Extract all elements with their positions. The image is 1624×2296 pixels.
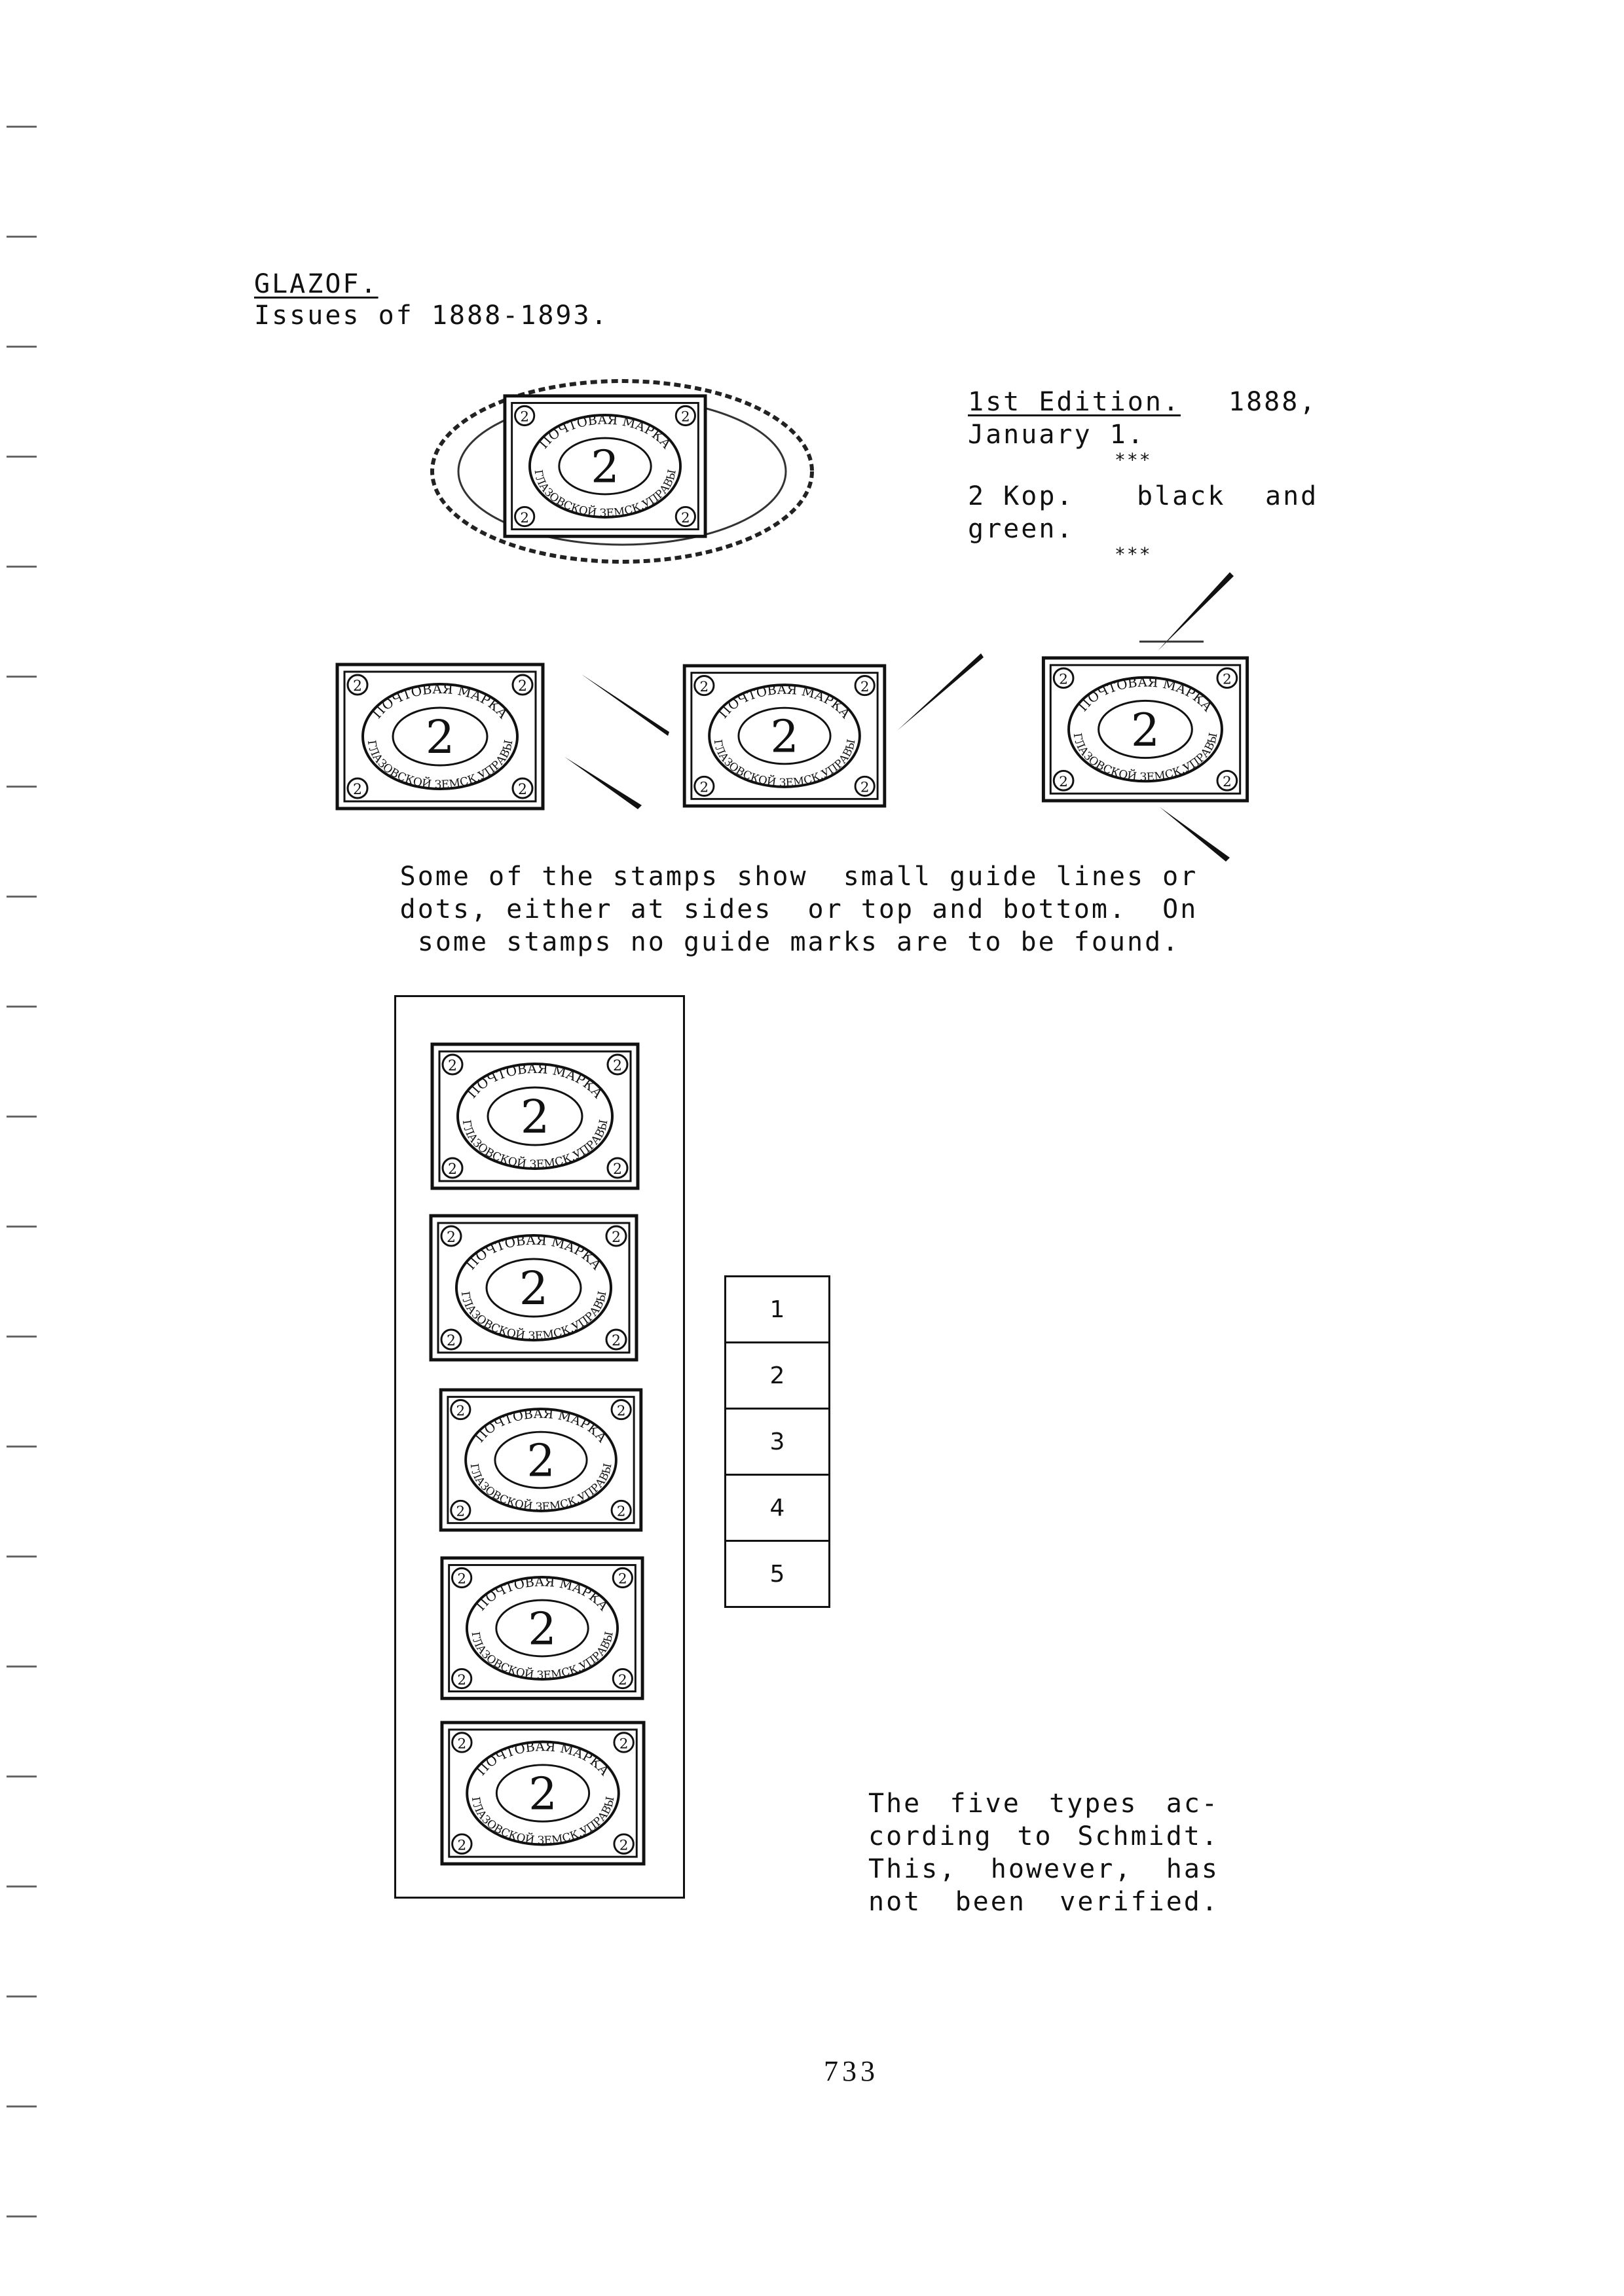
stamp-top-inscription: ПОЧТОВАЯ МАРКА [471, 1406, 610, 1446]
corner-value: 2 [457, 1736, 467, 1753]
corner-value: 2 [447, 1333, 456, 1349]
edition-date: January 1. [968, 420, 1145, 450]
edition-value: 2 Kop. [968, 481, 1075, 511]
stamp-design [440, 1554, 644, 1702]
note-word: not [868, 1887, 922, 1917]
corner-value: 2 [612, 1333, 621, 1349]
strip-stamp-4 [440, 1554, 644, 1702]
stamp-value: 2 [526, 1435, 555, 1487]
strip-stamp-5 [440, 1719, 646, 1867]
binder-tick [7, 1116, 37, 1118]
stamp-value: 2 [591, 441, 619, 494]
guide-line-1: Some of the stamps show small guide lines or [399, 862, 1198, 892]
edition-color-black: black [1137, 481, 1226, 511]
stamp-top-inscription: ПОЧТОВАЯ МАРКА [715, 682, 854, 721]
note-word: however, [990, 1854, 1133, 1884]
note-word: to [1017, 1821, 1053, 1851]
corner-value: 2 [613, 1058, 622, 1074]
note-line-4 [868, 1886, 1219, 1918]
corner-value: 2 [448, 1058, 457, 1074]
corner-value: 2 [699, 678, 709, 695]
page-title: GLAZOF. [254, 269, 378, 299]
stamp-bottom-inscription: ГЛАЗОВСКОЙ ЗЕМСК.УПРАВЫ [459, 1118, 611, 1172]
page-number: 733 [824, 2055, 879, 2087]
corner-value: 2 [1222, 774, 1232, 791]
stamp-design [440, 1719, 646, 1867]
note-word: verified. [1060, 1887, 1219, 1917]
corner-value: 2 [618, 1571, 627, 1588]
note-word: cording [868, 1821, 993, 1851]
note-word: types [1049, 1789, 1138, 1819]
guide-pointer-lines [0, 0, 1624, 917]
corner-value: 2 [457, 1671, 466, 1688]
strip-stamp-2 [426, 1214, 642, 1362]
stamp-value: 2 [520, 1090, 550, 1144]
strip-stamp-1 [427, 1042, 643, 1190]
corner-value: 2 [447, 1230, 456, 1246]
binder-tick [7, 2105, 37, 2107]
corner-value: 2 [1222, 671, 1232, 688]
binder-tick [7, 1776, 37, 1777]
stamp-bottom-inscription: ГЛАЗОВСКОЙ ЗЕМСК.УПРАВЫ [468, 1462, 614, 1513]
corner-value: 2 [618, 1671, 627, 1688]
corner-value: 2 [619, 1837, 629, 1854]
corner-value: 2 [353, 678, 362, 695]
stamp-bottom-inscription: ГЛАЗОВСКОЙ ЗЕМСК.УПРАВЫ [1071, 731, 1220, 784]
stamp-value: 2 [1130, 704, 1160, 757]
note-line-2 [868, 1820, 1219, 1853]
corner-value: 2 [518, 678, 527, 695]
corner-value: 2 [613, 1161, 622, 1178]
type-box-4: 4 [724, 1474, 830, 1542]
corner-value: 2 [860, 678, 870, 695]
stamp-design [439, 1388, 643, 1532]
corner-value: 2 [518, 782, 527, 798]
binder-tick [7, 2215, 37, 2217]
edition-stars: *** [1115, 449, 1152, 471]
stamp-top-inscription: ПОЧТОВАЯ МАРКА [473, 1739, 613, 1779]
edition-stars-2: *** [1115, 543, 1152, 565]
binder-tick [7, 1556, 37, 1558]
edition-year: 1888, [1228, 387, 1318, 417]
corner-value: 2 [681, 509, 690, 526]
corner-value: 2 [619, 1736, 629, 1753]
type-box-5: 5 [724, 1540, 830, 1608]
stamp-top-inscription: ПОЧТОВАЯ МАРКА [464, 1060, 606, 1102]
stamp-top-inscription: ПОЧТОВАЯ МАРКА [536, 412, 674, 452]
guide-line-3: some stamps no guide marks are to be found. [417, 927, 1181, 957]
note-word: five [950, 1789, 1021, 1819]
stamp-bottom-inscription: ГЛАЗОВСКОЙ ЗЕМСК.УПРАВЫ [711, 738, 858, 789]
type-box-3: 3 [724, 1408, 830, 1476]
note-word: been [955, 1887, 1026, 1917]
note-word: has [1166, 1854, 1219, 1884]
corner-value: 2 [616, 1402, 626, 1419]
stamp-top-inscription: ПОЧТОВАЯ МАРКА [462, 1231, 605, 1273]
corner-value: 2 [520, 409, 529, 426]
note-line-3 [868, 1853, 1219, 1886]
edition-color-green: green. [968, 514, 1075, 544]
corner-value: 2 [860, 779, 870, 796]
binder-tick [7, 1446, 37, 1448]
type-box-2: 2 [724, 1341, 830, 1410]
guide-line-2: dots, either at sides or top and bottom. On [399, 894, 1198, 924]
corner-value: 2 [681, 409, 690, 426]
binder-tick [7, 1006, 37, 1008]
corner-value: 2 [353, 782, 362, 798]
stamp-bottom-inscription: ГЛАЗОВСКОЙ ЗЕМСК.УПРАВЫ [364, 738, 516, 792]
stamp-design [426, 1214, 642, 1362]
corner-value: 2 [520, 509, 529, 526]
stamp-value: 2 [770, 711, 799, 763]
corner-value: 2 [456, 1503, 466, 1520]
edition-color-and: and [1265, 481, 1319, 511]
corner-value: 2 [1059, 774, 1069, 791]
stamp-top-inscription: ПОЧТОВАЯ МАРКА [369, 680, 511, 722]
note-word: Schmidt. [1077, 1821, 1219, 1851]
note-word: ac- [1166, 1789, 1219, 1819]
guide-marks-paragraph [367, 860, 1231, 958]
stamp-top-inscription: ПОЧТОВАЯ МАРКА [1075, 674, 1216, 715]
binder-tick [7, 1995, 37, 1997]
stamp-bottom-inscription: ГЛАЗОВСКОЙ ЗЕМСК.УПРАВЫ [469, 1795, 617, 1847]
note-word: The [868, 1789, 922, 1819]
corner-value: 2 [448, 1161, 457, 1178]
corner-value: 2 [616, 1503, 626, 1520]
stamp-value: 2 [425, 710, 455, 764]
binder-tick [7, 1226, 37, 1228]
corner-value: 2 [1059, 671, 1069, 688]
stamp-top-inscription: ПОЧТОВАЯ МАРКА [473, 1574, 612, 1614]
stamp-value: 2 [528, 1603, 557, 1656]
schmidt-note [868, 1787, 1219, 1918]
page-subtitle: Issues of 1888-1893. [254, 301, 609, 331]
stamp-bottom-inscription: ГЛАЗОВСКОЙ ЗЕМСК.УПРАВЫ [532, 468, 678, 520]
binder-tick [7, 1336, 37, 1338]
stamp-design [427, 1042, 643, 1190]
edition-heading: 1st Edition. [968, 387, 1181, 417]
stamp-bottom-inscription: ГЛАЗОВСКОЙ ЗЕМСК.УПРАВЫ [469, 1630, 616, 1682]
stamp-value: 2 [519, 1262, 549, 1315]
note-line-1 [868, 1787, 1219, 1820]
type-box-1: 1 [724, 1275, 830, 1343]
corner-value: 2 [457, 1837, 467, 1854]
binder-tick [7, 1666, 37, 1667]
strip-stamp-3 [439, 1388, 643, 1532]
binder-tick [7, 1886, 37, 1887]
corner-value: 2 [457, 1571, 466, 1588]
stamp-bottom-inscription: ГЛАЗОВСКОЙ ЗЕМСК.УПРАВЫ [458, 1290, 610, 1343]
stamp-value: 2 [528, 1768, 557, 1821]
corner-value: 2 [612, 1230, 621, 1246]
corner-value: 2 [456, 1402, 466, 1419]
note-word: This, [868, 1854, 957, 1884]
corner-value: 2 [699, 779, 709, 796]
